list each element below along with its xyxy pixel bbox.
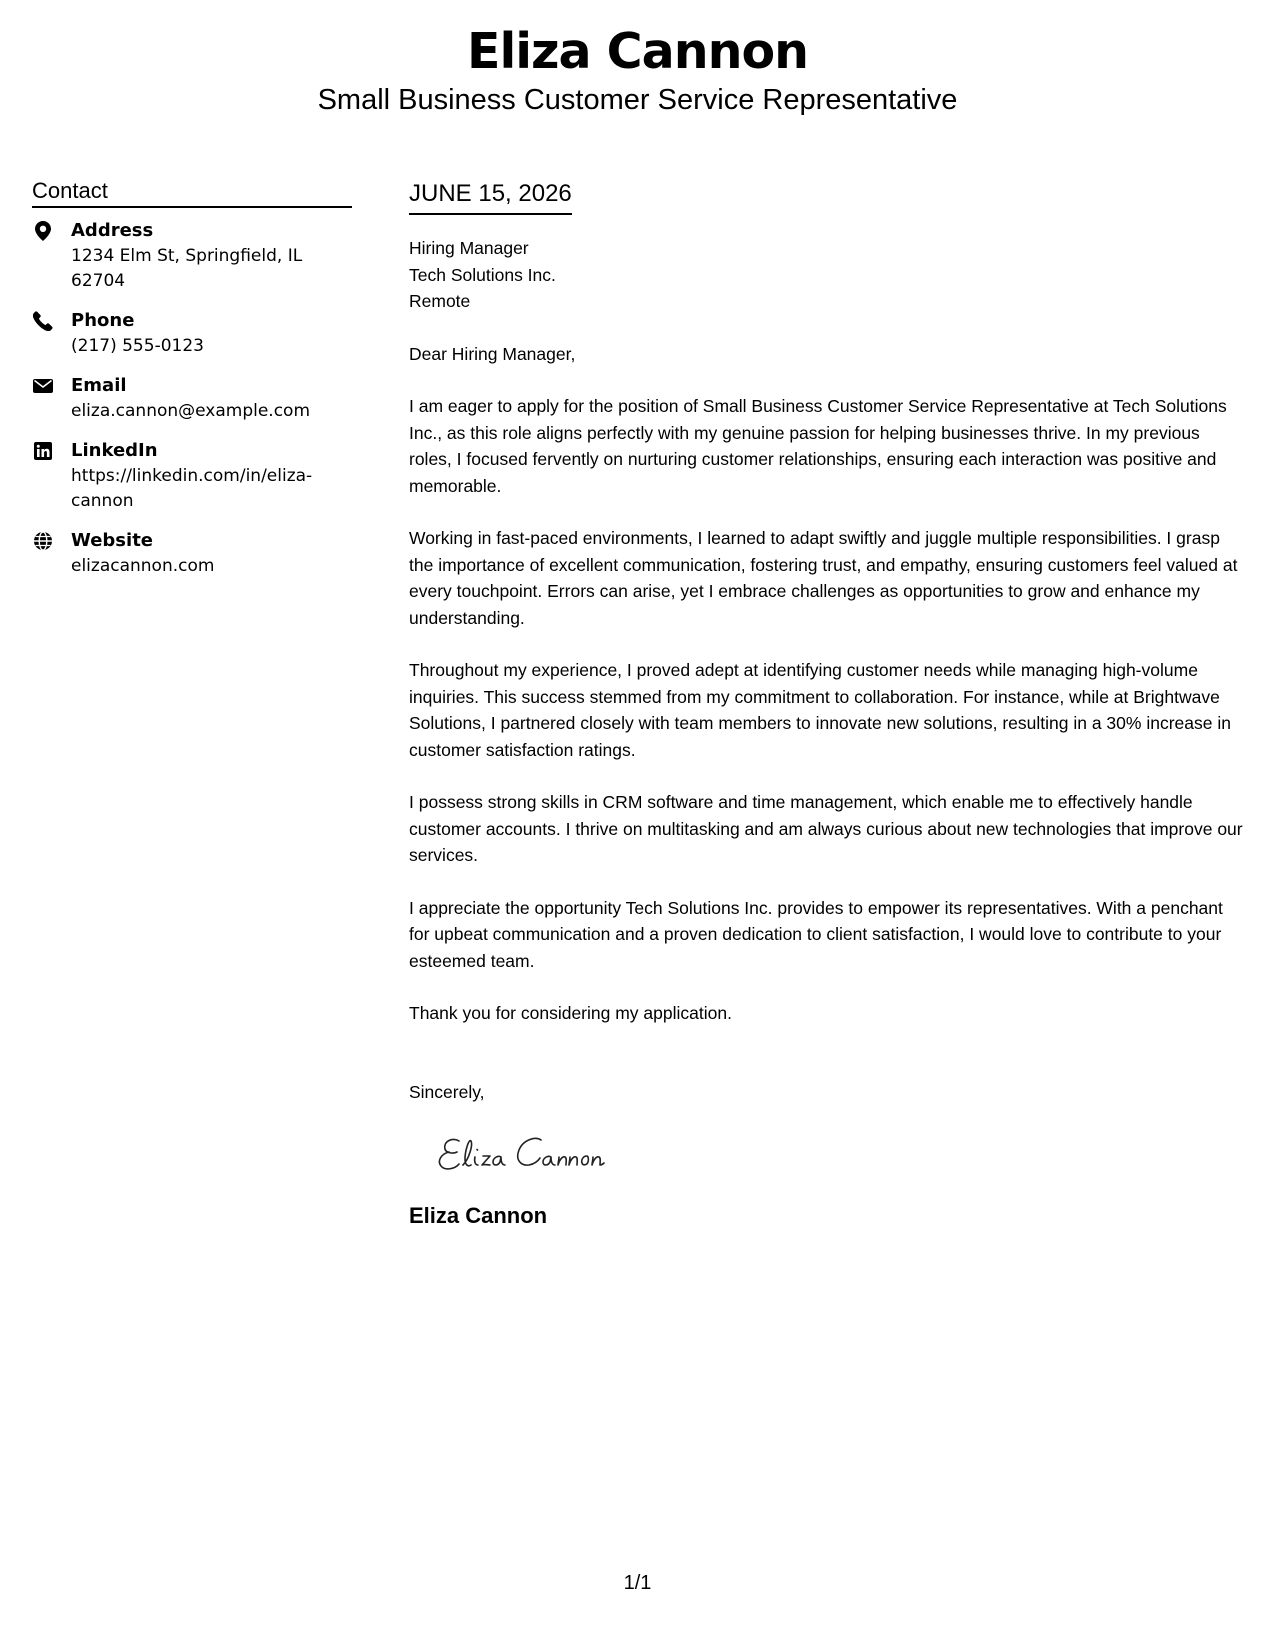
envelope-icon: [32, 375, 54, 397]
globe-icon: [32, 530, 54, 552]
recipient-line: Tech Solutions Inc.: [409, 264, 556, 285]
letter-body: [409, 178, 1244, 1231]
linkedin-icon: [32, 440, 54, 462]
contact-sidebar: [32, 176, 352, 593]
contact-item-website: [32, 528, 352, 579]
signer-name: Eliza Cannon: [409, 1203, 548, 1228]
closing: Sincerely,: [409, 1081, 485, 1102]
letter-date: JUNE 15, 2026: [409, 178, 572, 215]
contact-value: 1234 Elm St, Springfield, IL 62704: [71, 246, 303, 291]
body-paragraph: Thank you for considering my application.: [409, 1003, 732, 1023]
contact-label: Address: [71, 220, 154, 241]
page-number: 1/1: [623, 1572, 652, 1594]
recipient-block: [409, 235, 1244, 315]
body-paragraph: Throughout my experience, I proved adept at identifying customer needs while managing high-volume inquiries. This success stemmed from my commitment to collaboration. For instance, while at Brightwave Solutions, I partnered closely with team members to innovate new solutions, resulting in a 30% increase in customer satisfaction ratings.: [409, 660, 1231, 760]
contact-value: (217) 555-0123: [71, 336, 204, 356]
phone-icon: [32, 310, 54, 332]
applicant-name: Eliza Cannon: [466, 23, 809, 80]
contact-label: Website: [71, 530, 154, 551]
contact-item-email: [32, 373, 352, 424]
contact-item-linkedin: [32, 438, 352, 514]
contact-value: https://linkedin.com/in/eliza-cannon: [71, 466, 313, 511]
handwritten-signature: [437, 1127, 1244, 1187]
contact-label: Email: [71, 375, 127, 396]
letter-header: [0, 22, 1275, 118]
body-paragraph: I possess strong skills in CRM software and time management, which enable me to effectively handle customer accounts. I thrive on multitasking and am always curious about new technologies that improve our services.: [409, 792, 1243, 865]
recipient-line: Remote: [409, 291, 471, 311]
contact-heading: Contact: [32, 176, 352, 208]
contact-item-phone: [32, 308, 352, 359]
map-pin-icon: [32, 220, 54, 242]
contact-label: Phone: [71, 310, 135, 331]
contact-value: eliza.cannon@example.com: [71, 401, 311, 421]
contact-item-address: [32, 218, 352, 294]
body-paragraph: Working in fast-paced environments, I learned to adapt swiftly and juggle multiple responsibilities. I grasp the importance of excellent communication, fostering trust, and empathy, ensuring customers feel valued at every touchpoint. Errors can arise, yet I embrace challenges as opportunities to grow and enhance my understanding.: [409, 528, 1238, 628]
applicant-role: Small Business Customer Service Representative: [317, 84, 958, 116]
salutation: Dear Hiring Manager,: [409, 343, 576, 364]
body-paragraph: I appreciate the opportunity Tech Solutions Inc. provides to empower its representatives. With a penchant for upbeat communication and a proven dedication to client satisfaction, I would love to contribute to your esteemed team.: [409, 897, 1223, 971]
contact-value: elizacannon.com: [71, 556, 215, 576]
recipient-line: Hiring Manager: [409, 238, 529, 258]
body-paragraph: I am eager to apply for the position of Small Business Customer Service Representative at Tech Solutions Inc., as this role aligns perfectly with my genuine passion for helping businesses thrive. In my previous roles, I focused fervently on nurturing customer relationships, ensuring each interaction was positive and memorable.: [409, 396, 1227, 496]
contact-label: LinkedIn: [71, 440, 158, 461]
